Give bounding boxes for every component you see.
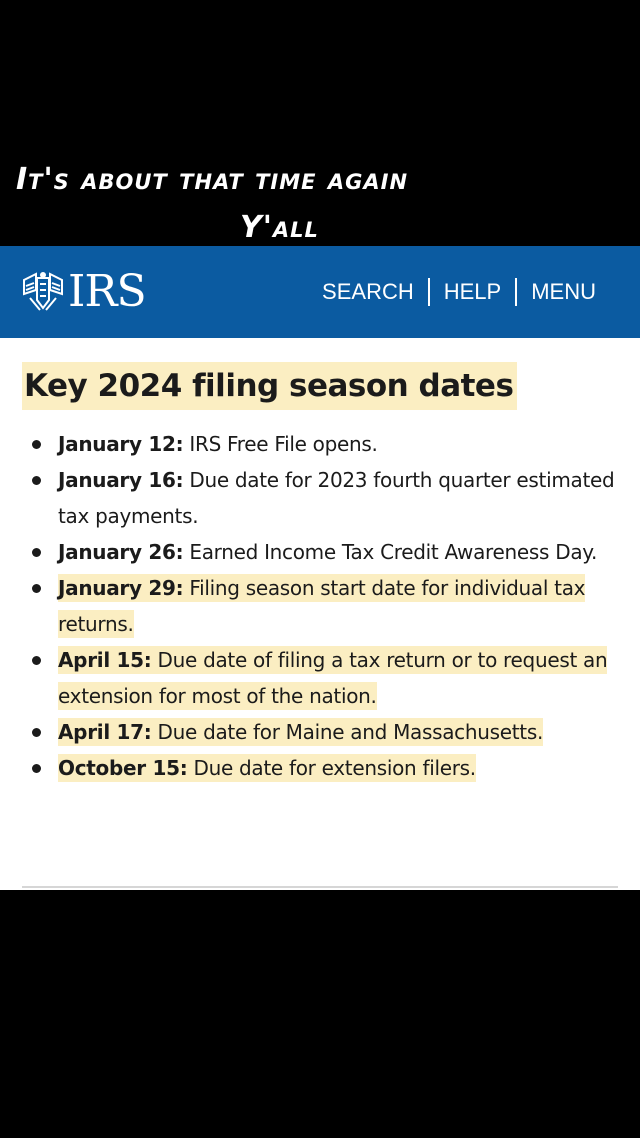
list-item [22, 750, 622, 786]
list-item-text [58, 718, 543, 746]
bullet-icon [32, 548, 41, 557]
date-label: April 17: [58, 720, 152, 744]
list-item-text [58, 646, 607, 710]
list-item-text [58, 754, 476, 782]
list-item-text [58, 574, 585, 638]
list-item [22, 642, 622, 714]
date-label: October 15: [58, 756, 188, 780]
list-item [22, 426, 622, 462]
top-nav [308, 276, 610, 308]
nav-menu-link[interactable]: MENU [531, 279, 596, 304]
list-item-text [58, 430, 378, 458]
date-label: January 12: [58, 432, 184, 456]
filing-dates-list [22, 426, 622, 786]
nav-help-link[interactable]: HELP [443, 279, 502, 304]
date-description: Filing season start date for individual tax returns. [58, 576, 586, 636]
nav-search-link[interactable]: SEARCH [322, 279, 414, 304]
date-description: IRS Free File opens. [183, 432, 378, 456]
caption-line-2: Y'all [240, 210, 319, 245]
bullet-icon [32, 584, 41, 593]
date-label: January 29: [58, 576, 184, 600]
date-description: Due date for extension filers. [187, 756, 476, 780]
list-item [22, 570, 622, 642]
list-item-text [58, 538, 597, 566]
video-caption [0, 160, 640, 250]
date-label: January 26: [58, 540, 184, 564]
bullet-icon [32, 728, 41, 737]
irs-logo[interactable] [20, 268, 146, 316]
list-item-text [58, 466, 614, 530]
irs-eagle-icon [20, 270, 66, 314]
bullet-icon [32, 440, 41, 449]
caption-line-1: It's about that time again [16, 162, 409, 197]
date-description: Due date for Maine and Massachusetts. [151, 720, 544, 744]
main-content [22, 362, 622, 786]
site-header [0, 246, 640, 338]
list-item [22, 534, 622, 570]
date-description: Due date for 2023 fourth quarter estimated tax payments. [58, 468, 615, 528]
list-item [22, 714, 622, 750]
divider [22, 886, 618, 888]
date-description: Due date of filing a tax return or to request an extension for most of the nation. [58, 648, 608, 708]
date-description: Earned Income Tax Credit Awareness Day. [183, 540, 598, 564]
irs-wordmark: IRS [68, 266, 146, 317]
date-label: April 15: [58, 648, 152, 672]
date-label: January 16: [58, 468, 184, 492]
page-title: Key 2024 filing season dates [22, 362, 517, 410]
irs-page [0, 246, 640, 890]
bullet-icon [32, 656, 41, 665]
list-item [22, 462, 622, 534]
bullet-icon [32, 764, 41, 773]
bullet-icon [32, 476, 41, 485]
